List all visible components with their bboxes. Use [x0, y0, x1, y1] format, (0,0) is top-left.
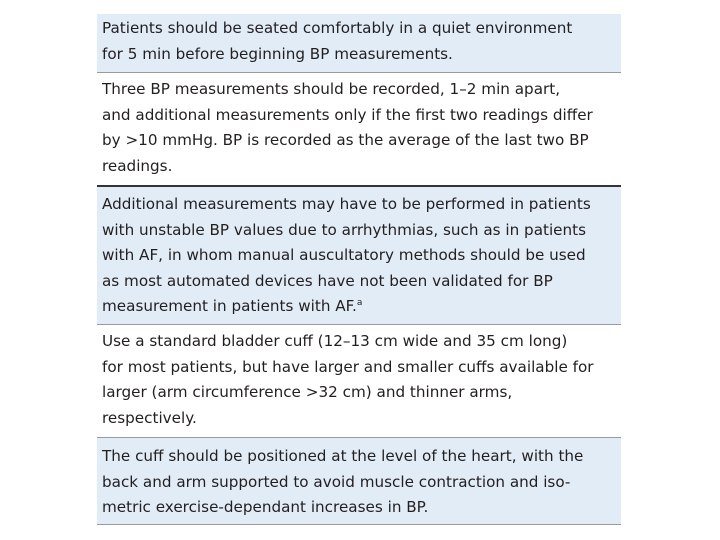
text-line: with unstable BP values due to arrhythmias, such as in patients — [102, 220, 587, 239]
text-line: larger (arm circumference >32 cm) and thinner arms, — [102, 383, 513, 401]
text-line: as most automated devices have not been validated for BP — [102, 271, 553, 290]
text-line: The cuff should be positioned at the level of the heart, with the — [102, 447, 584, 465]
text-line: by >10 mmHg. BP is recorded as the average of the last two BP — [102, 131, 589, 149]
text-line: for most patients, but have larger and smaller cuffs available for — [102, 357, 594, 376]
text-line: Patients should be seated comfortably in a quiet environment — [102, 19, 573, 37]
text-line: with AF, in whom manual auscultatory methods should be used — [102, 246, 586, 264]
text-line: readings. — [102, 156, 173, 175]
recommendation-row-arrhythmias — [97, 187, 621, 325]
recommendation-row-seating — [97, 14, 621, 73]
text-line: Additional measurements may have to be performed in patients — [102, 195, 591, 213]
text-line: Use a standard bladder cuff (12–13 cm wide and 35 cm long) — [102, 332, 568, 350]
recommendation-row-three-measurements — [97, 73, 621, 187]
footnote-marker: a — [356, 298, 363, 308]
text-line: metric exercise-dependant increases in BP. — [102, 498, 429, 516]
recommendation-row-cuff-position — [97, 438, 621, 525]
text-line: for 5 min before beginning BP measurements. — [102, 44, 453, 63]
text-line-with-footnote — [102, 294, 617, 320]
text-line: Three BP measurements should be recorded, 1–2 min apart, — [102, 80, 561, 98]
bp-measurement-recommendations-table — [97, 14, 621, 525]
recommendation-row-cuff-size — [97, 325, 621, 438]
text-line: measurement in patients with AF. — [102, 297, 357, 315]
text-line: respectively. — [102, 408, 197, 427]
text-line: back and arm supported to avoid muscle contraction and iso- — [102, 472, 571, 491]
text-line: and additional measurements only if the first two readings differ — [102, 105, 593, 124]
